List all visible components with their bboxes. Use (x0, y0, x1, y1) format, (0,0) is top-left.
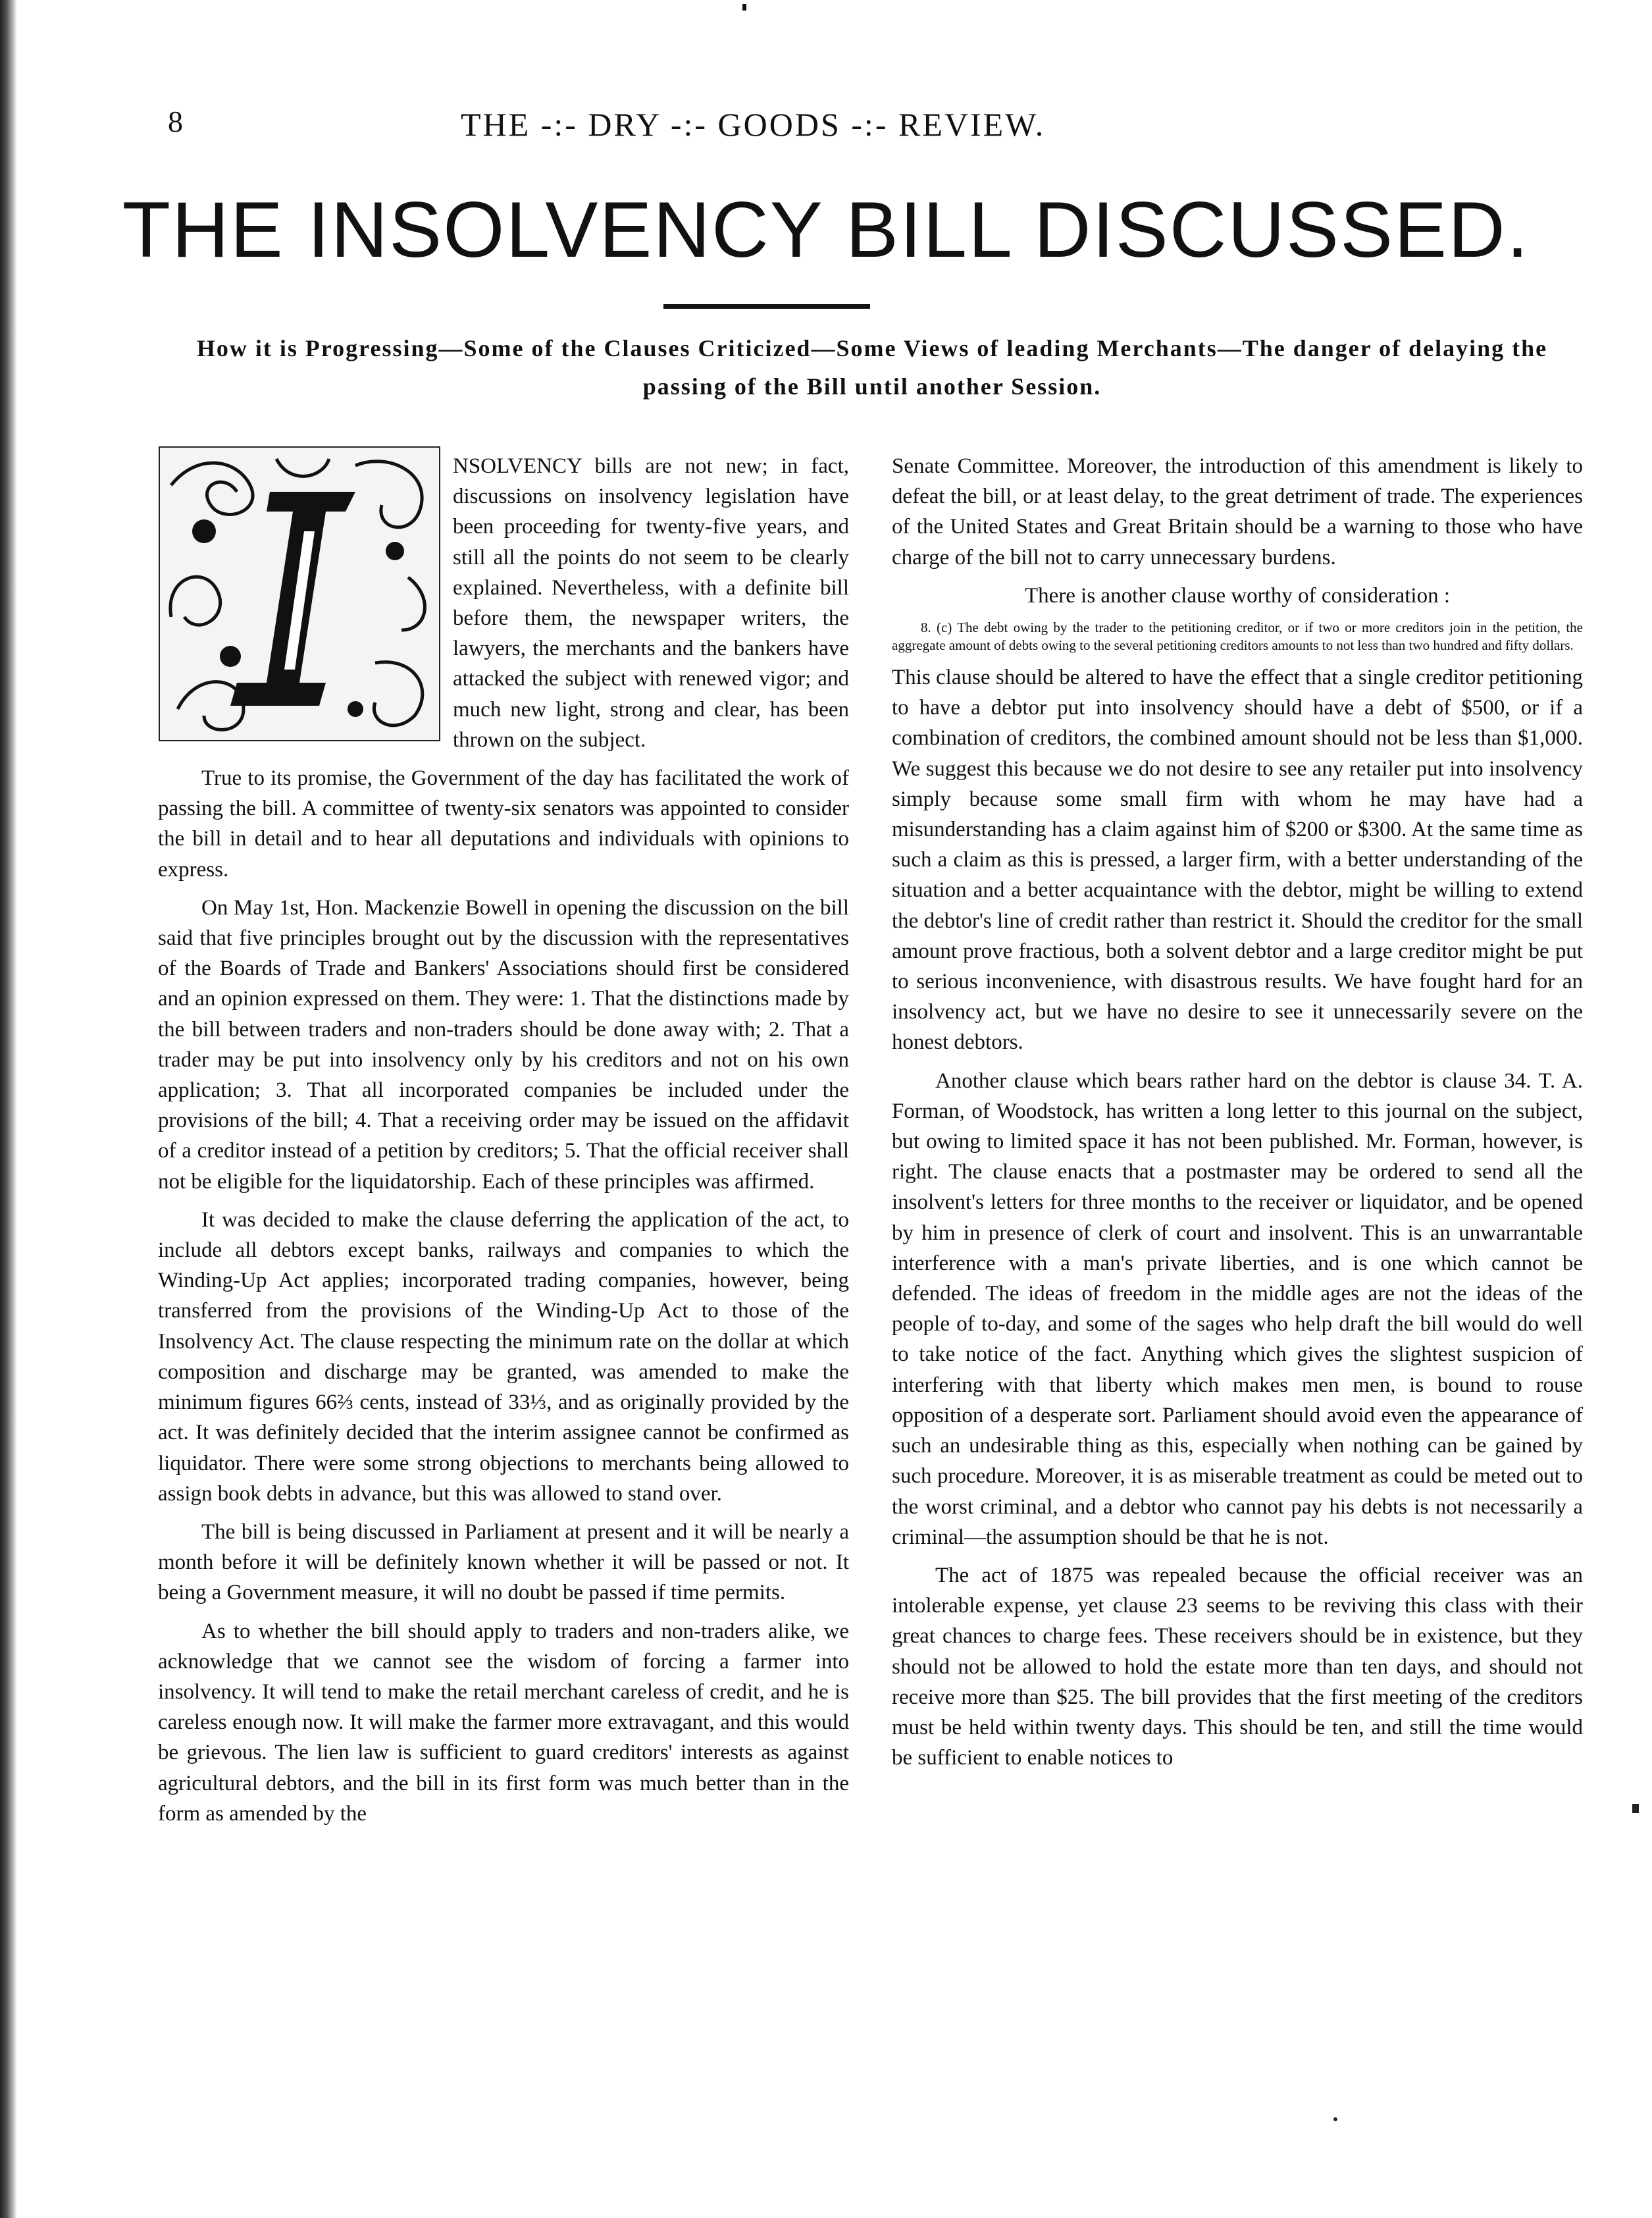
page-number: 8 (168, 105, 183, 138)
quoted-clause: 8. (c) The debt owing by the trader to the petitioning creditor, or if two or more creditors join in the petition, the aggregate amount of debts owing to the several petitioning creditors amounts to not less than two hundred and fifty dollars. (892, 620, 1583, 654)
paragraph-senate: Senate Committee. Moreover, the introduction of this amendment is likely to defeat the bill, or at least delay, to the great detriment of trade. The experiences of the United States and Great Britain should be a warning to those who have charge of the bill not to carry unnecessary burdens. (892, 454, 1583, 569)
ornamental-drop-cap (158, 446, 441, 742)
drop-cap-ornament-icon (158, 446, 441, 742)
paragraph-intro: NSOLVENCY bills are not new; in fact, discussions on insolvency legislation have been proceeding for twenty-five years, and still all the points do not seem to be clearly explained. Nevertheless, with a definite bill before them, the newspaper writers, the lawyers, the merchants and the bankers have attacked the subject with renewed vigor; and much new light, strong and clear, has been thrown on the subject. (453, 454, 849, 752)
paragraph-clause-34: Another clause which bears rather hard on the debtor is clause 34. T. A. Forman, of Woodstock, has written a long letter to this journal on the subject, but owing to limited space it has not been published. Mr. Forman, however, is right. The clause enacts that a postmaster may be ordered to send all the insolvent's letters for three months to the receiver or liquidator, and be opened by him in presence of clerk of court and insolvent. This is an unwarrantable interference with a man's private liberties, and is one which cannot be defended. The ideas of freedom in the middle ages are not the ideas of the people of to-day, and some of the sages who help draft the bill would do well to take notice of the fact. Anything which gives the slightest suspicion of interfering with that liberty which makes men men, is bound to rouse opposition of a desperate sort. Parliament should avoid even the appearance of such an undesirable thing as this, especially when nothing can be gained by such procedure. Moreover, it is as miserable treatment as could be meted out to the worst criminal, and a debtor who cannot pay his debts is not necessarily a criminal—the assumption should be that he is not. (892, 1069, 1583, 1549)
paragraph-clause-intro: There is another clause worthy of consideration : (1024, 583, 1451, 608)
ink-speck (1632, 1804, 1639, 1813)
paragraph-act-1875: The act of 1875 was repealed because the official receiver was an intolerable expense, yet clause 23 seems to be reviving this class with their great chances to charge fees. These receivers should be in existence, but they should not be allowed to hold the estate more than ten days, and should not receive more than $25. The bill provides that the first meeting of the creditors must be held within twenty days. This should be ten, and still the time would be sufficient to enable notices to (892, 1563, 1583, 1770)
paragraph-clause-decisions: It was decided to make the clause deferring the application of the act, to include all debtors except banks, railways and companies to which the Winding-Up Act applies; incorporated trading companies, however, being transferred from the provisions of the Winding-Up Act to those of the Insolvency Act. The clause respecting the minimum rate on the dollar at which composition and discharge may be granted, was amended to make the minimum figures 66⅔ cents, instead of 33⅓, and as originally provided by the act. It was definitely decided that the interim assignee cannot be confirmed as liquidator. There were some strong objections to merchants being allowed to assign book debts in advance, but this was allowed to stand over. (158, 1207, 849, 1506)
paragraph-parliament: The bill is being discussed in Parliament at present and it will be nearly a month before it will be definitely known whether it will be passed or not. It being a Government measure, it will no doubt be passed if time permits. (158, 1519, 849, 1605)
running-head: THE -:- DRY -:- GOODS -:- REVIEW. (461, 106, 1046, 143)
paragraph-principles: On May 1st, Hon. Mackenzie Bowell in opening the discussion on the bill said that five principles brought out by the discussion with the representatives of the Boards of Trade and Bankers' Associations should first be considered and an opinion expressed on them. They were: 1. That the distinctions made by the bill between traders and non-traders should be done away with; 2. That a trader may be put into insolvency only by his creditors and not on his own application; 3. That all incorporated companies be included under the provisions of the bill; 4. That a receiving order may be issued on the affidavit of a creditor instead of a petition by creditors; 5. That the official receiver shall not be eligible for the liquidatorship. Each of these principles was affirmed. (158, 895, 849, 1194)
paragraph-traders: As to whether the bill should apply to traders and non-traders alike, we acknowledge that we cannot see the wisdom of forcing a farmer into insolvency. It will tend to make the retail merchant careless of credit, and he is careless enough now. It will make the farmer more extravagant, and this would be grievous. The lien law is sufficient to guard creditors' interests as against agricultural debtors, and the bill in its first form was much better than in the form as amended by the (158, 1619, 849, 1826)
paragraph-government: True to its promise, the Government of the day has facilitated the work of passing the bill. A committee of twenty-six senators was appointed to consider the bill in detail and to hear all deputations and individuals with opinions to express. (158, 766, 849, 882)
article-title: THE INSOLVENCY BILL DISCUSSED. (122, 186, 1530, 274)
title-rule (663, 304, 870, 309)
left-column (158, 451, 849, 1837)
scan-edge-shadow (0, 0, 17, 2218)
ink-speck (1333, 2117, 1337, 2121)
right-column (892, 451, 1583, 1781)
paragraph-altered-clause: This clause should be altered to have the effect that a single creditor petitioning to have a debtor put into insolvency should have a debt of $500, or if a combination of creditors, the combined amount should not be less than $1,000. We suggest this because we do not desire to see any retailer put into insolvency simply because some small firm with whom he may have had a misunderstanding has a claim against him of $200 or $300. At the same time as such a claim as this is pressed, a larger firm, with a better understanding of the situation and a better acquaintance with the debtor, might be willing to extend the debtor's line of credit rather than restrict it. Should the creditor for the small amount prove fractious, both a solvent debtor and a large creditor might be put to serious inconvenience, with disastrous results. We have fought hard for an insolvency act, but we have no desire to see it unnecessarily severe on the honest debtors. (892, 666, 1583, 1055)
ink-speck (742, 4, 746, 11)
article-subtitle: How it is Progressing—Some of the Clauses Criticized—Some Views of leading Merchants—The danger of delaying the passing of the Bill until another Session. (196, 335, 1548, 400)
